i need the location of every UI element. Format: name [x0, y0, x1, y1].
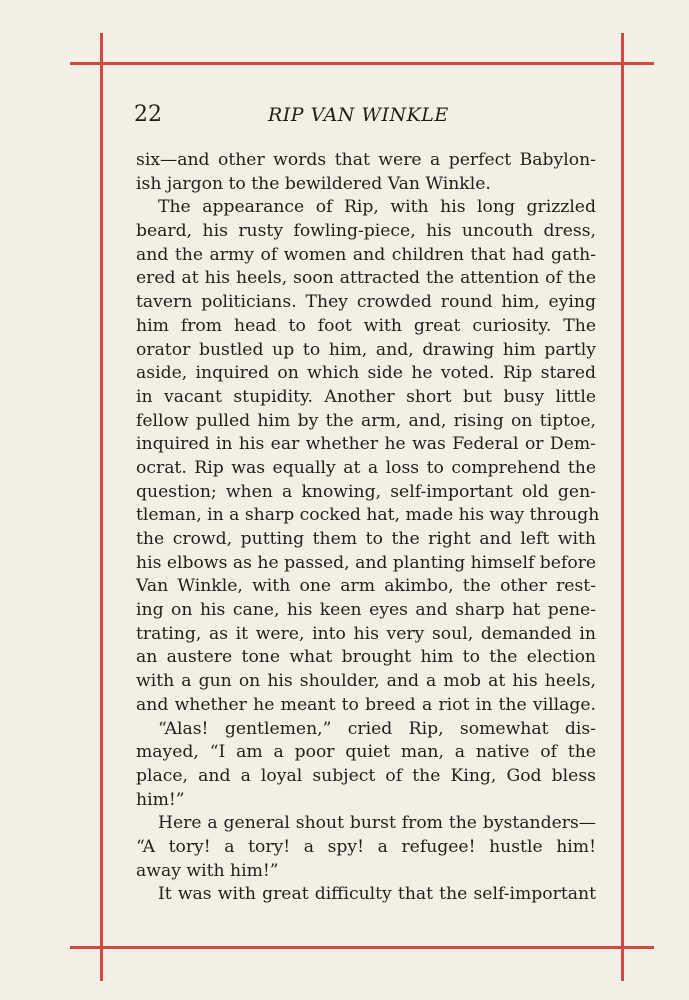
text-line: trating, as it were, into his very soul, demanded in — [136, 623, 596, 644]
text-line: and the army of women and children that had gath- — [136, 244, 596, 265]
left-border-rule — [100, 33, 103, 981]
text-line: him from head to foot with great curiosity. The — [136, 315, 596, 336]
text-line: the crowd, putting them to the right and left with — [136, 529, 596, 549]
text-line: ish jargon to the bewildered Van Winkle. — [136, 173, 491, 194]
text-line: Van Winkle, with one arm akimbo, the other rest- — [136, 576, 596, 597]
text-line: with a gun on his shoulder, and a mob at his heels, — [136, 671, 596, 692]
text-line: inquired in his ear whether he was Federal or Dem- — [136, 434, 596, 455]
text-line: place, and a loyal subject of the King, God bless — [136, 765, 596, 786]
text-line: ocrat. Rip was equally at a loss to comprehend the — [136, 457, 596, 478]
top-border-rule — [70, 62, 654, 65]
text-line: The appearance of Rip, with his long grizzled — [158, 197, 596, 218]
text-line: question; when a knowing, self-important old gen- — [136, 481, 596, 502]
body-text — [136, 149, 600, 907]
text-line: ered at his heels, soon attracted the attention of the — [136, 268, 596, 289]
text-line: away with him!” — [136, 860, 279, 881]
page-number: 22 — [134, 102, 162, 127]
text-line: his elbows as he passed, and planting himself before — [136, 552, 597, 573]
text-line: and whether he meant to breed a riot in the village. — [136, 694, 596, 715]
right-border-rule — [621, 33, 624, 981]
text-line: him!” — [136, 789, 185, 810]
text-line: “A tory! a tory! a spy! a refugee! hustle him! — [136, 836, 596, 857]
text-line: Here a general shout burst from the bystanders— — [158, 813, 596, 834]
text-line: an austere tone what brought him to the election — [136, 647, 596, 668]
text-line: six—and other words that were a perfect Babylon- — [136, 150, 596, 170]
text-line: It was with great difficulty that the self-important — [158, 884, 596, 905]
text-line: orator bustled up to him, and, drawing him partly — [136, 339, 596, 360]
bottom-border-rule — [70, 946, 654, 949]
text-line: beard, his rusty fowling-piece, his uncouth dress, — [136, 221, 596, 242]
text-line: ing on his cane, his keen eyes and sharp hat pene- — [136, 600, 596, 621]
text-line: aside, inquired on which side he voted. Rip stared — [136, 363, 596, 384]
text-line: in vacant stupidity. Another short but busy little — [136, 386, 596, 407]
text-line: tavern politicians. They crowded round him, eying — [136, 292, 596, 313]
text-line: tleman, in a sharp cocked hat, made his way through — [136, 505, 600, 526]
text-line: fellow pulled him by the arm, and, rising on tiptoe, — [136, 410, 596, 431]
running-title: RIP VAN WINKLE — [268, 104, 449, 126]
text-line: mayed, “I am a poor quiet man, a native of the — [136, 742, 596, 763]
text-line: “Alas! gentlemen,” cried Rip, somewhat dis- — [158, 718, 596, 739]
